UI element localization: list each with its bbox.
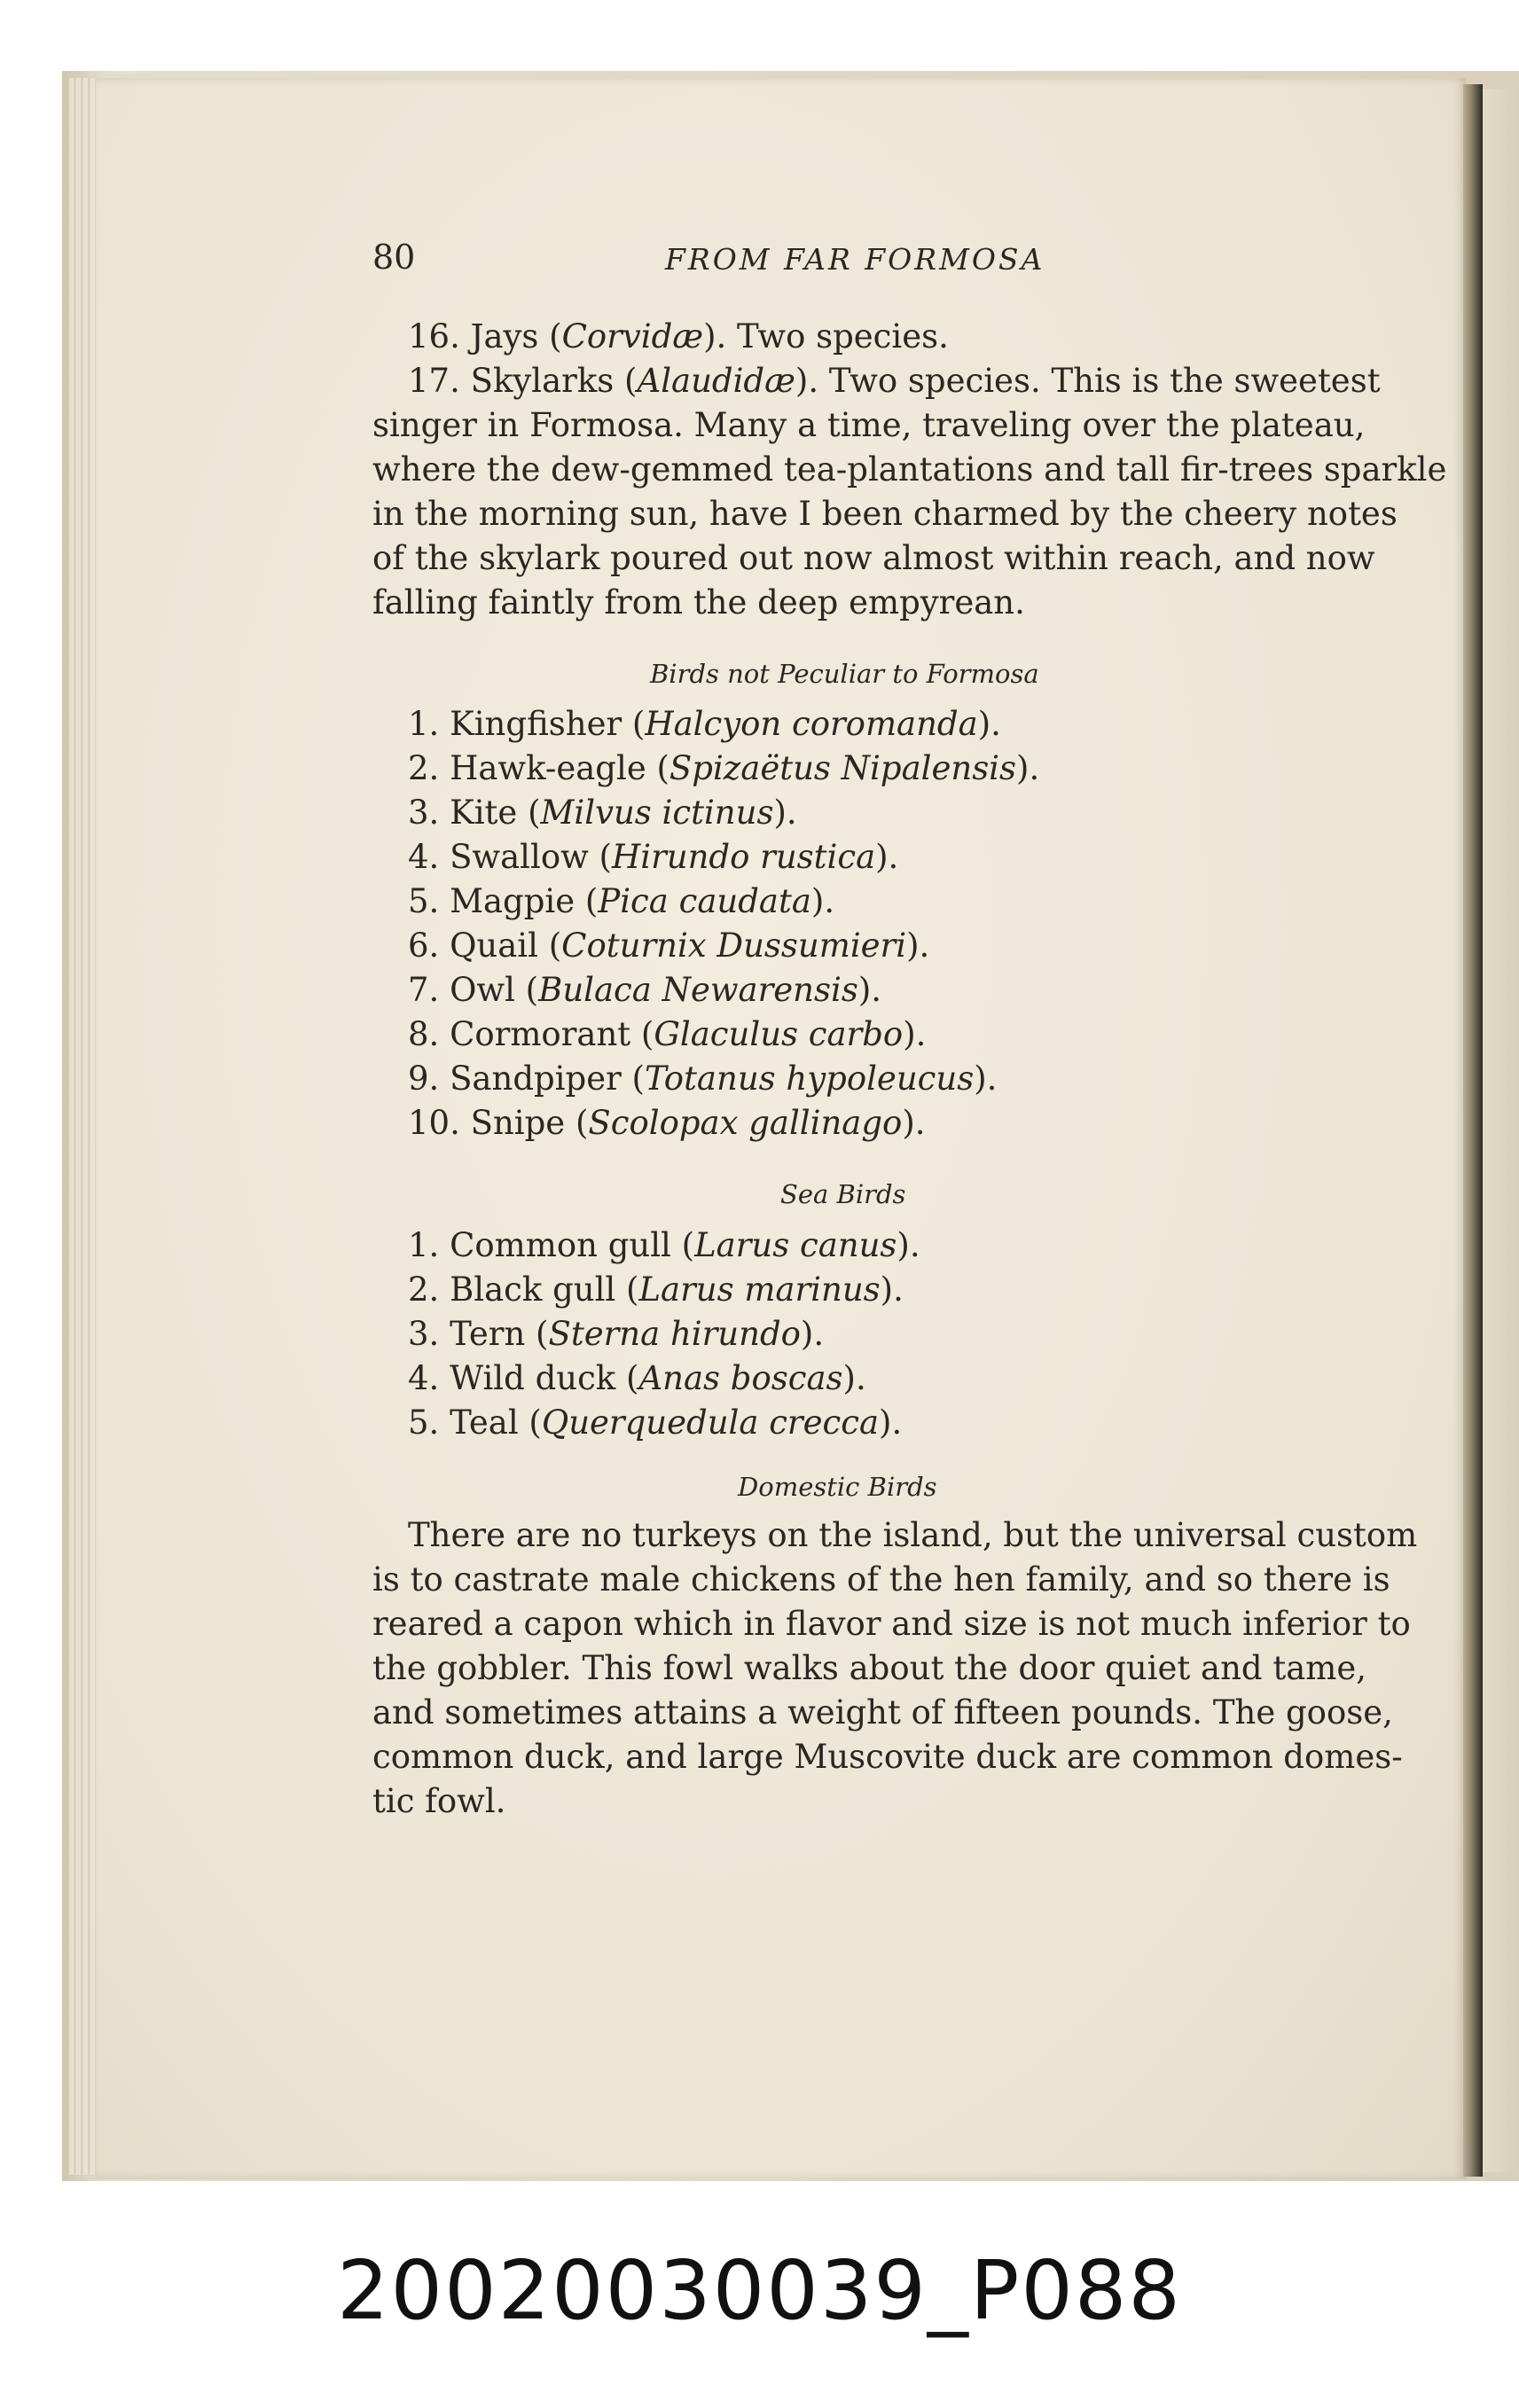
entry-scientific-name: Alaudidæ — [637, 362, 795, 400]
paragraph-line: singer in Formosa. Many a time, traveling over the plateau, — [372, 406, 1366, 444]
list-item: 9. Sandpiper (Totanus hypoleucus). — [408, 1059, 998, 1098]
list-item: 3. Kite (Milvus ictinus). — [408, 794, 797, 832]
entry-name: Jays ( — [470, 317, 562, 356]
list-item: 4. Swallow (Hirundo rustica). — [408, 838, 899, 876]
section-heading-not-peculiar: Birds not Peculiar to Formosa — [650, 659, 1039, 689]
page-number: 80 — [372, 238, 416, 277]
paragraph-line: the gobbler. This fowl walks about the door quiet and tame, — [372, 1649, 1367, 1687]
list-item: 4. Wild duck (Anas boscas). — [408, 1359, 866, 1397]
paragraph-line: common duck, and large Muscovite duck are common domes- — [372, 1738, 1403, 1776]
entry-rest: ). Two species. — [703, 317, 949, 356]
list-item: 10. Snipe (Scolopax gallinago). — [408, 1104, 926, 1142]
entry-skylarks — [408, 359, 1381, 403]
entry-number: 16. — [408, 317, 460, 356]
entry-jays — [408, 315, 1304, 359]
running-title: FROM FAR FORMOSA — [665, 242, 1045, 277]
paragraph-line: in the morning sun, have I been charmed by the cheery notes — [372, 495, 1398, 533]
list-item: 6. Quail (Coturnix Dussumieri). — [408, 926, 930, 965]
paragraph-line: of the skylark poured out now almost within reach, and now — [372, 539, 1375, 577]
page-header — [372, 238, 1304, 291]
list-item: 7. Owl (Bulaca Newarensis). — [408, 971, 882, 1009]
list-item: 5. Teal (Querquedula crecca). — [408, 1403, 903, 1442]
list-item: 3. Tern (Sterna hirundo). — [408, 1315, 825, 1353]
book-gutter — [1463, 84, 1483, 2177]
paragraph-line: is to castrate male chickens of the hen family, and so there is — [372, 1560, 1390, 1599]
entry-name: Skylarks ( — [470, 362, 638, 400]
entry-scientific-name: Corvidæ — [561, 317, 704, 356]
paragraph-line: There are no turkeys on the island, but the universal custom — [408, 1516, 1418, 1554]
paragraph-line: reared a capon which in flavor and size is not much inferior to — [372, 1605, 1411, 1643]
section-heading-sea-birds: Sea Birds — [780, 1179, 906, 1209]
section-heading-domestic: Domestic Birds — [738, 1472, 937, 1502]
paragraph-line: and sometimes attains a weight of fifteen pounds. The goose, — [372, 1693, 1393, 1732]
paragraph-line: falling faintly from the deep empyrean. — [372, 583, 1025, 622]
list-item: 1. Kingfisher (Halcyon coromanda). — [408, 705, 1001, 743]
entry-rest: ). Two species. This is the sweetest — [795, 362, 1381, 400]
entry-number: 17. — [408, 362, 460, 400]
list-item: 2. Hawk-eagle (Spizaëtus Nipalensis). — [408, 749, 1040, 787]
paragraph-line: tic fowl. — [372, 1782, 506, 1820]
image-id-caption: 20020030039_P088 — [337, 2243, 1182, 2338]
list-item: 1. Common gull (Larus canus). — [408, 1226, 920, 1264]
list-item: 8. Cormorant (Glaculus carbo). — [408, 1015, 927, 1053]
list-item: 5. Magpie (Pica caudata). — [408, 882, 835, 920]
list-item: 2. Black gull (Larus marinus). — [408, 1270, 904, 1309]
facing-page-edge — [1483, 89, 1519, 2172]
paragraph-line: where the dew-gemmed tea-plantations and tall fir-trees sparkle — [372, 450, 1447, 489]
